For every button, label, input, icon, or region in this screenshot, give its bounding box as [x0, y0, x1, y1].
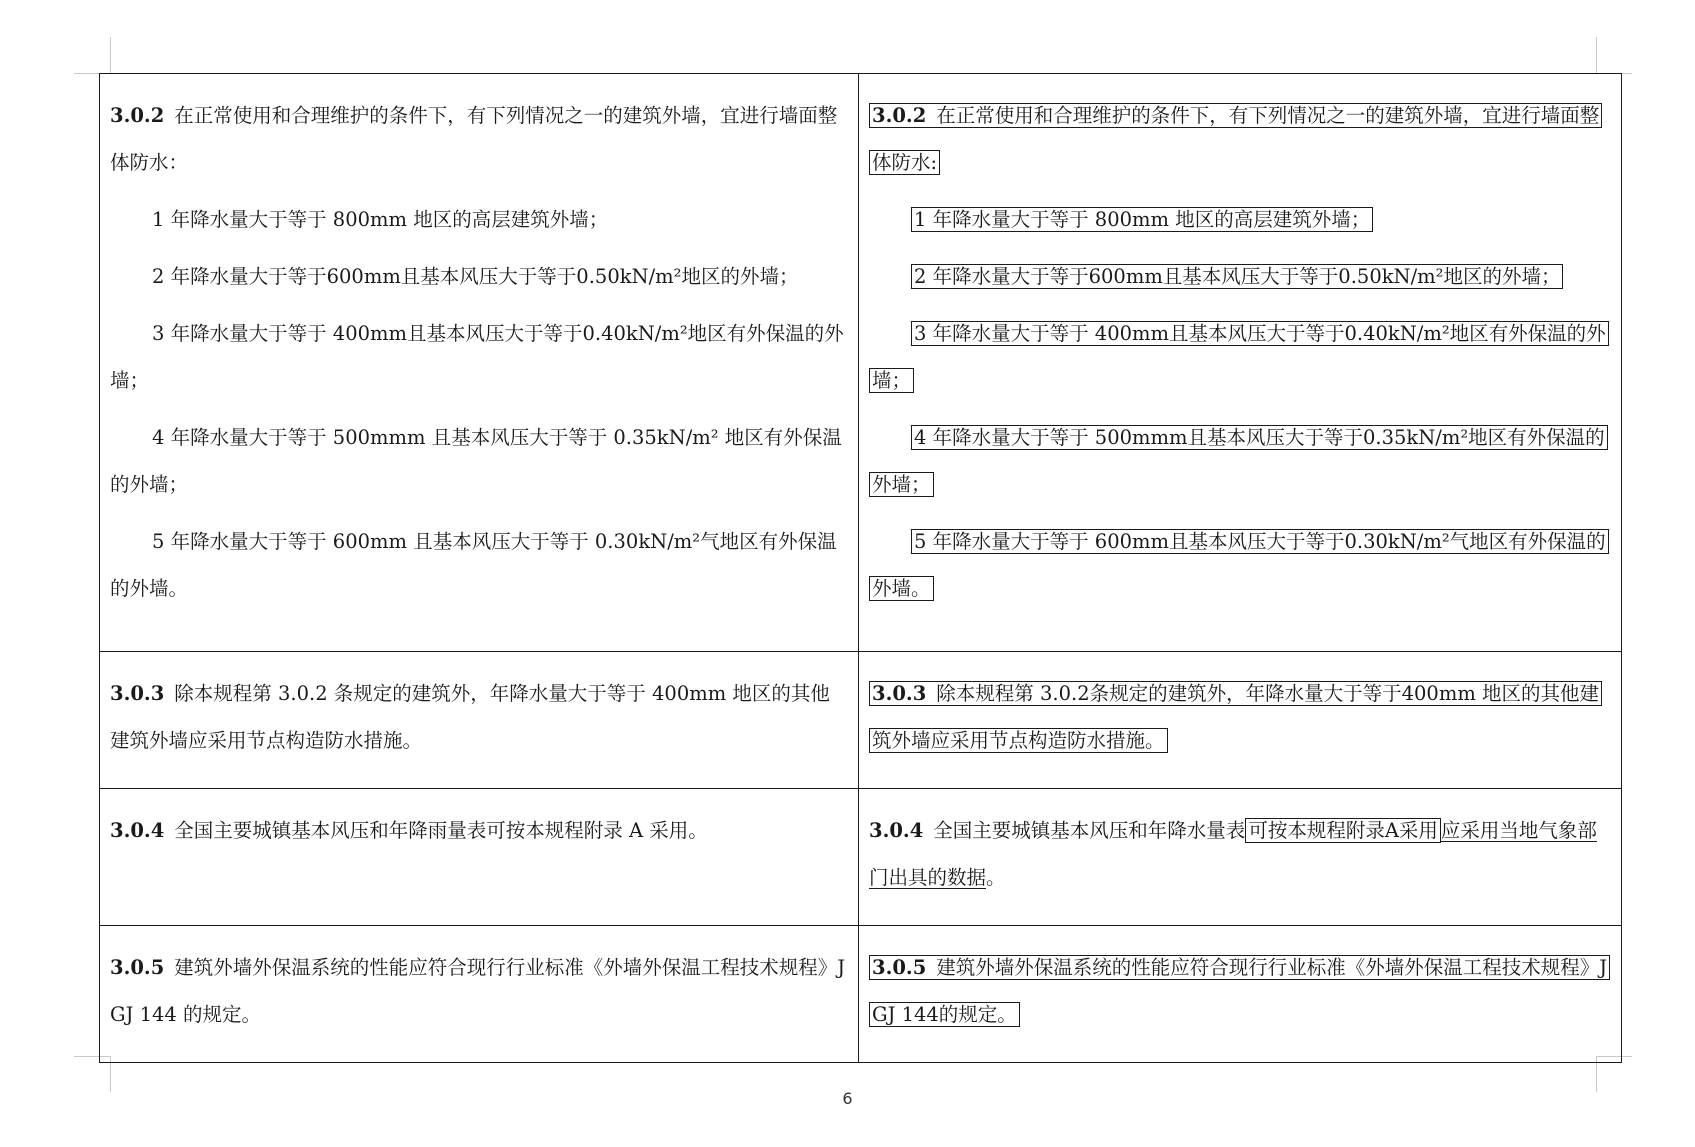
clause-text: 3.0.4 全国主要城镇基本风压和年降水量表 可按本规程附录A采用 应采用当地气象部门出具的数据。 — [869, 819, 1597, 889]
clause-text: 3.0.5 建筑外墙外保温系统的性能应符合现行行业标准《外墙外保温工程技术规程》JGJ 144的规定。 — [869, 944, 1611, 1038]
table-row-3-0-2 — [100, 74, 1622, 652]
table-row-3-0-5 — [100, 926, 1622, 1063]
section-number: 3.0.2 — [110, 104, 165, 127]
table-row-3-0-4 — [100, 789, 1622, 926]
revised-cell — [859, 926, 1622, 1063]
section-number: 3.0.2 — [872, 104, 927, 127]
original-cell — [100, 926, 859, 1063]
list-item: 2 年降水量大于等于600mm且基本风压大于等于0.50kN/m²地区的外墙； — [869, 253, 1611, 300]
section-number: 3.0.5 — [110, 956, 165, 979]
clause-text: 3.0.3 除本规程第 3.0.2条规定的建筑外，年降水量大于等于400mm 地区的其他建筑外墙应采用节点构造防水措施。 — [869, 670, 1611, 764]
revised-cell — [859, 652, 1622, 789]
clause-text: 3.0.4 全国主要城镇基本风压和年降雨量表可按本规程附录 A 采用。 — [110, 819, 708, 842]
original-cell — [100, 652, 859, 789]
comparison-table — [99, 73, 1622, 1063]
crop-mark-top-left-v — [110, 37, 111, 73]
list-item: 1 年降水量大于等于 800mm 地区的高层建筑外墙； — [152, 208, 609, 231]
list-item: 3 年降水量大于等于 400mm且基本风压大于等于0.40kN/m²地区有外保温的外墙； — [110, 322, 844, 392]
section-intro: 3.0.2 在正常使用和合理维护的条件下，有下列情况之一的建筑外墙，宜进行墙面整体防水： — [110, 104, 838, 174]
original-cell — [100, 74, 859, 652]
clause-text: 3.0.5 建筑外墙外保温系统的性能应符合现行行业标准《外墙外保温工程技术规程》JGJ 144 的规定。 — [110, 956, 846, 1026]
crop-mark-top-right-v — [1596, 37, 1597, 73]
section-number: 3.0.4 — [110, 819, 165, 842]
inserted-text: 应采用当地气象部门出具的数据 — [869, 819, 1597, 889]
section-number: 3.0.5 — [872, 956, 927, 979]
clause-text: 3.0.3 除本规程第 3.0.2 条规定的建筑外，年降水量大于等于 400mm 地区的其他建筑外墙应采用节点构造防水措施。 — [110, 682, 830, 752]
list-item: 3 年降水量大于等于 400mm且基本风压大于等于0.40kN/m²地区有外保温的外墙； — [869, 310, 1611, 404]
revised-cell — [859, 789, 1622, 926]
list-item: 5 年降水量大于等于 600mm 且基本风压大于等于 0.30kN/m²气地区有外保温的外墙。 — [110, 530, 837, 600]
section-number: 3.0.3 — [872, 682, 927, 705]
list-item: 1 年降水量大于等于 800mm 地区的高层建筑外墙； — [869, 196, 1611, 243]
section-number: 3.0.4 — [869, 819, 924, 842]
list-item: 5 年降水量大于等于 600mm且基本风压大于等于0.30kN/m²气地区有外保温的外墙。 — [869, 518, 1611, 612]
list-item: 2 年降水量大于等于600mm且基本风压大于等于0.50kN/m²地区的外墙； — [152, 265, 799, 288]
revised-cell — [859, 74, 1622, 652]
page-number: 6 — [842, 1089, 853, 1108]
section-number: 3.0.3 — [110, 682, 165, 705]
list-item: 4 年降水量大于等于 500mmm 且基本风压大于等于 0.35kN/m² 地区有外保温的外墙； — [110, 426, 842, 496]
section-intro: 3.0.2 在正常使用和合理维护的条件下，有下列情况之一的建筑外墙，宜进行墙面整体防水: — [869, 92, 1611, 186]
deleted-text: 可按本规程附录A采用 — [1245, 818, 1441, 843]
table-row-3-0-3 — [100, 652, 1622, 789]
list-item: 4 年降水量大于等于 500mmm且基本风压大于等于0.35kN/m²地区有外保温的外墙； — [869, 414, 1611, 508]
original-cell — [100, 789, 859, 926]
